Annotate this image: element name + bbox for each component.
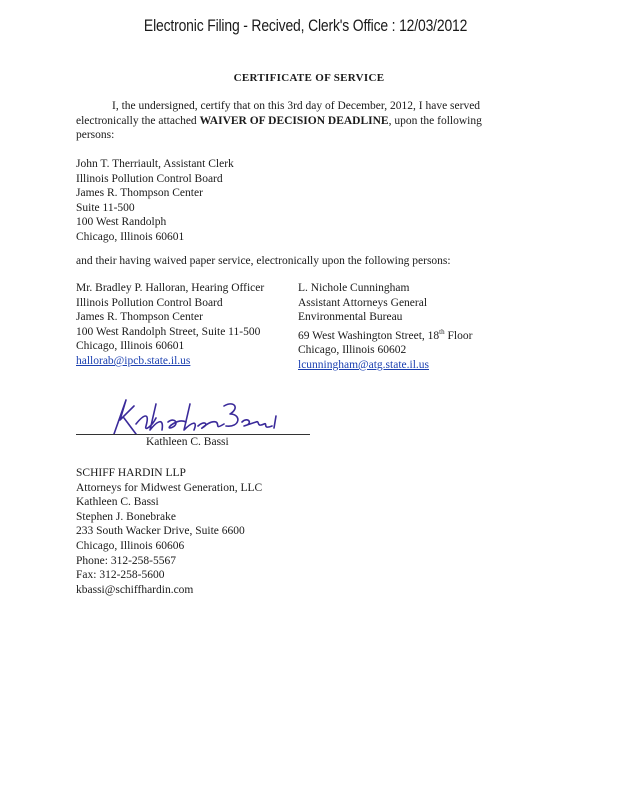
clerk-line: 100 West Randolph	[76, 216, 167, 229]
recipient-attorney-general	[298, 281, 472, 372]
waived-service-text: and their having waived paper service, electronically upon the following persons:	[76, 255, 451, 267]
clerk-line: Suite 11-500	[76, 201, 135, 214]
firm-phone: Phone: 312-258-5567	[76, 554, 176, 567]
signer-name: Kathleen C. Bassi	[146, 436, 229, 448]
officer-line: James R. Thompson Center	[76, 311, 203, 324]
ag-line: L. Nichole Cunningham	[298, 282, 410, 294]
firm-line: 233 South Wacker Drive, Suite 6600	[76, 525, 245, 538]
clerk-line: Chicago, Illinois 60601	[76, 230, 185, 243]
firm-line: Kathleen C. Bassi	[76, 496, 159, 509]
ag-street: 69 West Washington Street, 18th Floor	[298, 327, 473, 342]
firm-fax: Fax: 312-258-5600	[76, 569, 165, 582]
officer-line: Chicago, Illinois 60601	[76, 340, 185, 353]
firm-email: kbassi@schiffhardin.com	[76, 583, 194, 596]
clerk-line: Illinois Pollution Control Board	[76, 172, 223, 185]
firm-name: SCHIFF HARDIN LLP	[76, 467, 186, 479]
ag-line: Chicago, Illinois 60602	[298, 344, 407, 357]
document-title: CERTIFICATE OF SERVICE	[233, 72, 385, 84]
officer-email-link[interactable]: hallorab@ipcb.state.il.us	[76, 354, 191, 367]
firm-line: Stephen J. Bonebrake	[76, 510, 176, 523]
document-name: WAIVER OF DECISION DEADLINE	[199, 114, 389, 127]
signature-line	[76, 434, 310, 435]
firm-line: Attorneys for Midwest Generation, LLC	[76, 481, 263, 494]
clerk-line: James R. Thompson Center	[76, 187, 203, 200]
officer-line: Illinois Pollution Control Board	[76, 296, 223, 309]
recipient-hearing-officer	[76, 281, 264, 369]
ag-line: Environmental Bureau	[298, 311, 403, 324]
certification-paragraph	[76, 99, 516, 143]
clerk-line: John T. Therriault, Assistant Clerk	[76, 158, 234, 170]
firm-line: Chicago, Illinois 60606	[76, 539, 185, 552]
recipient-clerk	[76, 157, 234, 245]
ag-line: Assistant Attorneys General	[298, 296, 428, 309]
electronic-filing-stamp: Electronic Filing - Recived, Clerk's Office : 12/03/2012	[143, 16, 468, 35]
officer-line: Mr. Bradley P. Halloran, Hearing Officer	[76, 282, 265, 294]
firm-block	[76, 466, 262, 597]
ag-email-link[interactable]: lcunningham@atg.state.il.us	[298, 358, 429, 371]
officer-line: 100 West Randolph Street, Suite 11-500	[76, 325, 261, 338]
intro-text: I, the undersigned, certify that on this 3rd day of December, 2012, I have served electronically the attached	[76, 100, 481, 127]
intro-tail: , upon the following persons:	[76, 114, 482, 141]
signature-block	[76, 398, 316, 452]
